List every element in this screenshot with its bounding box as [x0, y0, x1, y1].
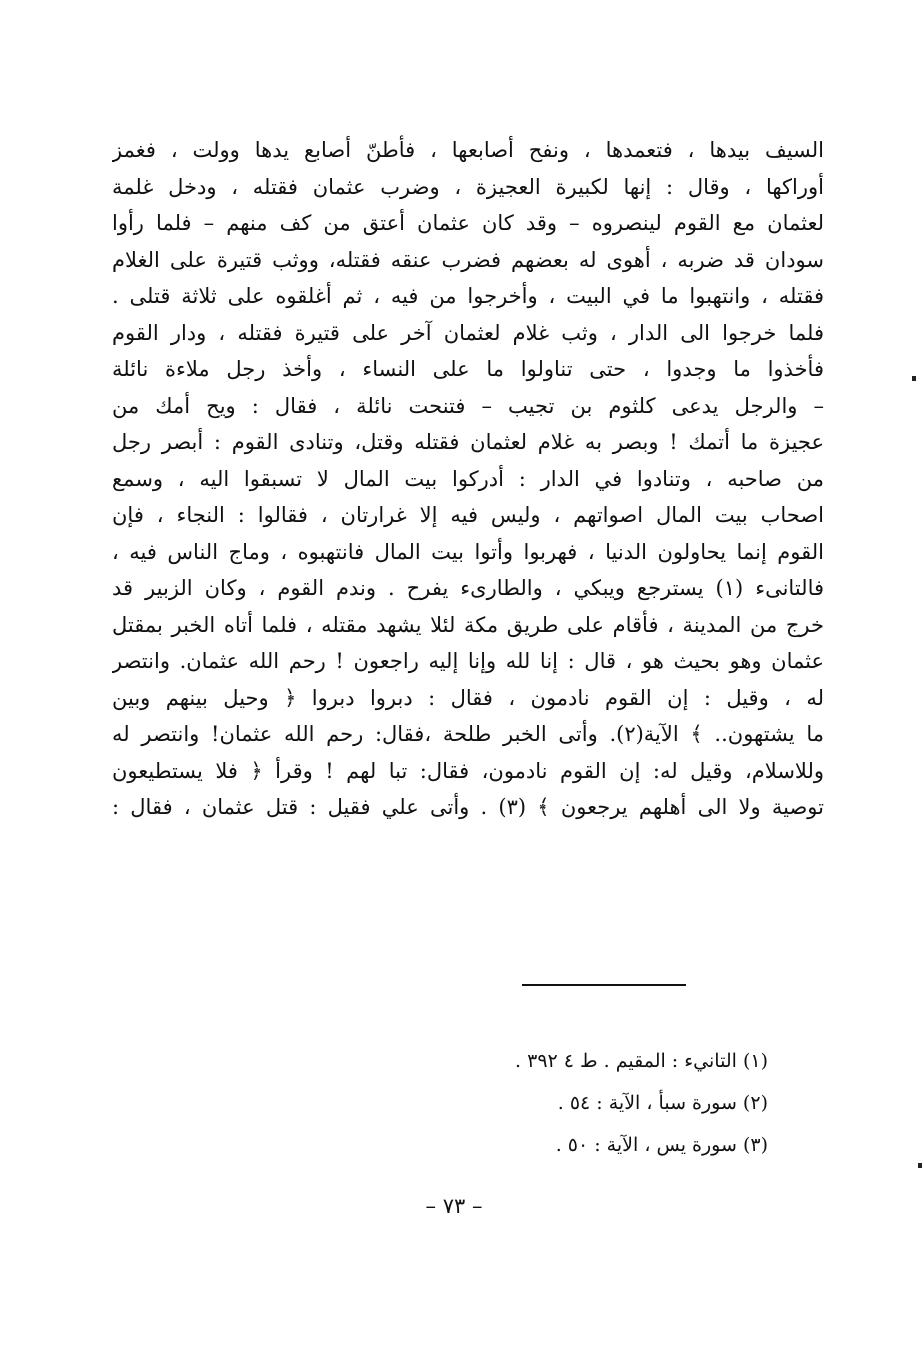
text-line: القوم إنما يحاولون الدنيا ، فهربوا وأتوا بيت المال فانتهبوه ، وماج الناس فيه ، — [112, 539, 824, 564]
footnote-1: (١) التانيء : المقيم . ط ٤ ٣٩٢ . — [515, 1050, 768, 1072]
footnotes — [515, 1040, 768, 1166]
text-line: السيف بيدها ، فتعمدها ، ونفح أصابعها ، فأطنّ أصابع يدها وولت ، فغمز — [112, 138, 824, 162]
footnote-separator — [522, 984, 686, 986]
text-line: فالتانىء (١) يسترجع ويبكي ، والطارىء يفرح . وندم القوم ، وكان الزبير قد — [112, 576, 824, 600]
text-line: أوراكها ، وقال : إنها لكبيرة العجيزة ، وضرب عثمان فقتله ، ودخل غلمة — [112, 174, 824, 199]
text-line: فقتله ، وانتهبوا ما في البيت ، وأخرجوا من فيه ، ثم أغلقوه على ثلاثة قتلى . — [112, 284, 824, 308]
text-line: – والرجل يدعى كلثوم بن تجيب – فتنحت نائلة ، فقال : ويح أمك من — [112, 393, 824, 418]
text-line: له ، وقيل : إن القوم نادمون ، فقال : دبروا دبروا ﴿ وحيل بينهم وبين — [112, 685, 824, 710]
text-line: ما يشتهون.. ﴾ الآية(٢). وأتى الخبر طلحة ،فقال: رحم الله عثمان! وانتصر له — [112, 722, 824, 746]
scan-edge-mark — [912, 376, 916, 381]
text-line: عجيزة ما أتمك ! وبصر به غلام لعثمان فقتله وقتل، وتنادى القوم : أبصر رجل — [112, 430, 824, 454]
text-line: وللاسلام، وقيل له: إن القوم نادمون، فقال: تبا لهم ! وقرأ ﴿ فلا يستطيعون — [112, 758, 824, 783]
text-line: لعثمان مع القوم لينصروه – وقد كان عثمان أعتق من كف منهم – فلما رأوا — [112, 211, 824, 235]
text-line: خرج من المدينة ، فأقام على طريق مكة لئلا يشهد مقتله ، فلما أتاه الخبر بمقتل — [112, 612, 824, 637]
scan-edge-mark — [918, 1163, 922, 1168]
main-text — [112, 132, 824, 826]
text-line: عثمان وهو بحيث هو ، قال : إنا لله وإنا إليه راجعون ! رحم الله عثمان. وانتصر — [112, 649, 824, 673]
text-line: فلما خرجوا الى الدار ، وثب غلام لعثمان آخر على قتيرة فقتله ، ودار القوم — [112, 320, 824, 345]
text-line: سودان قد ضربه ، أهوى له بعضهم فضرب عنقه فقتله، ووثب قتيرة على الغلام — [112, 247, 824, 272]
footnote-2: (٢) سورة سبأ ، الآية : ٥٤ . — [557, 1092, 768, 1114]
text-line: من صاحبه ، وتنادوا في الدار : أدركوا بيت المال لا تسبقوا اليه ، وسمع — [112, 466, 824, 491]
text-line: توصية ولا الى أهلهم يرجعون ﴾ (٣) . وأتى علي فقيل : قتل عثمان ، فقال : — [112, 795, 824, 819]
page-number: – ٧٣ – — [425, 1194, 483, 1218]
text-line: فأخذوا ما وجدوا ، حتى تناولوا ما على النساء ، وأخذ رجل ملاءة نائلة — [112, 357, 824, 381]
text-line: اصحاب بيت المال اصواتهم ، وليس فيه إلا غرارتان ، فقالوا : النجاء ، فإن — [112, 503, 824, 527]
footnote-3: (٣) سورة يس ، الآية : ٥٠ . — [555, 1134, 768, 1156]
